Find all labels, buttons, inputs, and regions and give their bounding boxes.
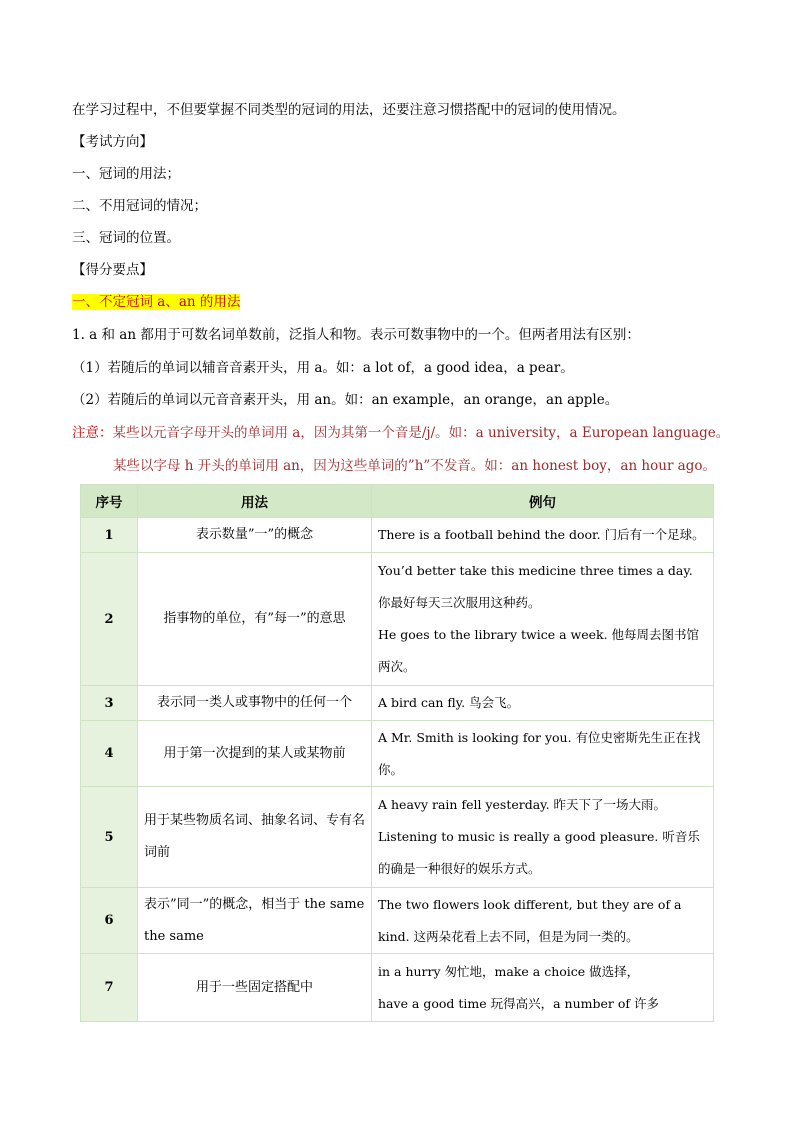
header-number: 序号 [81,485,138,518]
row-example [372,518,714,553]
table-row [81,518,714,553]
para-3: （2）若随后的单词以元音音素开头，用 an。如：an example，an orange，an apple。 [72,392,619,408]
row-usage: 指事物的单位，有”每一”的意思 [138,553,372,686]
row-number: 4 [81,721,138,787]
row-example [372,888,714,954]
row-usage: 用于某些物质名词、抽象名词、专有名词前 [138,787,372,888]
exam-item-2: 二、不用冠词的情况； [72,198,207,214]
row-usage: 用于第一次提到的某人或某物前 [138,721,372,787]
note-1-text: 某些以元音字母开头的单词用 a，因为其第一个音是/j/。如：a university，a European language。 [112,425,730,441]
row-usage: 表示同一类人或事物中的任何一个 [138,686,372,721]
header-example: 例句 [372,485,714,518]
section-points-heading: 【得分要点】 [72,262,153,278]
row-number: 1 [81,518,138,553]
para-1: 1. a 和 an 都用于可数名词单数前，泛指人和物。表示可数事物中的一个。但两者用法有区别： [72,327,640,343]
row-usage: 用于一些固定搭配中 [138,954,372,1022]
exam-item-1: 一、冠词的用法； [72,166,180,182]
row-number: 7 [81,954,138,1022]
row-example [372,553,714,686]
example-sentence: He goes to the library twice a week. 他每周去图书馆两次。 [378,627,700,674]
note-1 [72,424,729,442]
heading-highlight: 一、不定冠词 a、an 的用法 [72,294,241,310]
example-sentence: have a good time 玩得高兴，a number of 许多 [378,995,659,1011]
table-row [81,787,714,888]
table-row [81,954,714,1022]
table-header-row [81,485,714,518]
row-example [372,686,714,721]
row-usage: 表示”同一”的概念，相当于 the same the same [138,888,372,954]
intro-paragraph: 在学习过程中，不但要掌握不同类型的冠词的用法，还要注意习惯搭配中的冠词的使用情况。 [72,102,626,118]
row-number: 6 [81,888,138,954]
header-usage: 用法 [138,485,372,518]
article-usage-table [80,484,714,1022]
row-example [372,954,714,1022]
note-2 [113,457,716,475]
note-label: 注意： [72,425,113,441]
row-number: 2 [81,553,138,686]
example-sentence: There is a football behind the door. 门后有一个足球。 [378,527,705,542]
para-2: （1）若随后的单词以辅音音素开头，用 a。如：a lot of，a good idea，a pear。 [72,360,574,376]
example-sentence: A Mr. Smith is looking for you. 有位史密斯先生正在找你。 [378,729,701,777]
example-sentence: in a hurry 匆忙地，make a choice 做选择， [378,963,640,979]
table-row [81,888,714,954]
example-sentence: A bird can fly. 鸟会飞。 [378,695,520,710]
row-example [372,787,714,888]
row-number: 3 [81,686,138,721]
exam-item-3: 三、冠词的位置。 [72,230,180,246]
note-2-text: 某些以字母 h 开头的单词用 an，因为这些单词的”h”不发音。如：an honest boy，an hour ago。 [113,458,717,474]
row-usage: 表示数量”一”的概念 [138,518,372,553]
example-sentence: You’d better take this medicine three times a day. 你最好每天三次服用这种药。 [378,563,693,610]
row-number: 5 [81,787,138,888]
example-sentence: Listening to music is really a good pleasure. 听音乐的确是一种很好的娱乐方式。 [378,829,700,876]
row-example [372,721,714,787]
table-row [81,686,714,721]
example-sentence: The two flowers look different, but they are of a kind. 这两朵花看上去不同，但是为同一类的。 [378,896,682,944]
table-row [81,721,714,787]
table-row [81,553,714,686]
section-exam-heading: 【考试方向】 [72,134,153,150]
heading-indefinite-article [72,293,240,311]
example-sentence: A heavy rain fell yesterday. 昨天下了一场大雨。 [378,797,667,812]
